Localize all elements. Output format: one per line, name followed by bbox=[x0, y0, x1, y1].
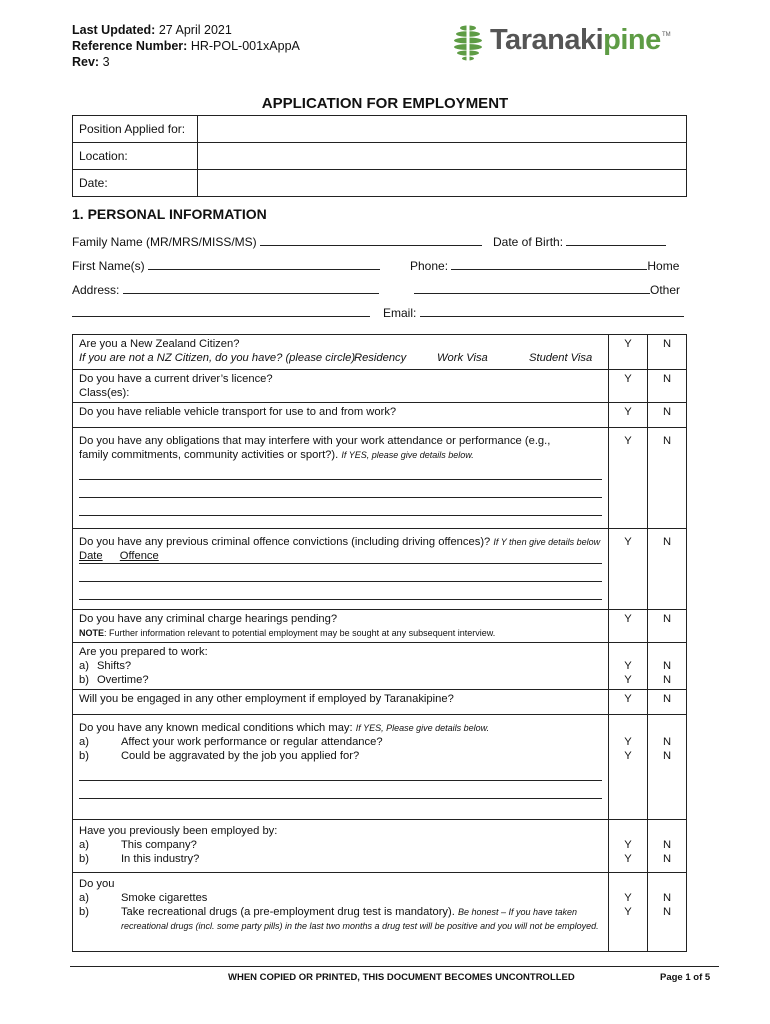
address-label: Address: bbox=[72, 283, 123, 297]
question-row-medical: Do you have any known medical conditions which may: If YES, Please give details below. a) Affect your work performance or regular attendance? b) Could be aggravated by the job you applied for? Y Y N N bbox=[73, 715, 687, 820]
other-label: Other bbox=[650, 283, 681, 297]
phone-home-field[interactable] bbox=[451, 258, 647, 270]
q-overtime: Overtime? bbox=[96, 674, 149, 686]
q-obligations-note: If YES, please give details below. bbox=[341, 450, 474, 460]
family-name-field[interactable] bbox=[260, 234, 482, 246]
q-citizen-sub: If you are not a NZ Citizen, do you have? (please circle) bbox=[79, 352, 356, 364]
q-medical: Do you have any known medical conditions which may: bbox=[79, 722, 353, 734]
pine-tree-icon bbox=[450, 22, 486, 62]
no-option[interactable]: N bbox=[648, 610, 687, 643]
home-label: Home bbox=[647, 259, 680, 273]
no-option[interactable]: N bbox=[662, 853, 672, 865]
dob-row bbox=[493, 234, 666, 249]
no-option[interactable]: N bbox=[662, 906, 672, 918]
phone-other-field[interactable] bbox=[414, 282, 650, 294]
q-obligations: Do you have any obligations that may interfere with your work attendance or performance (e.g., family commitments, community activities or sport?). bbox=[79, 435, 551, 461]
details-line[interactable] bbox=[79, 498, 602, 516]
question-row-previous-employment: Have you previously been employed by: a) This company? b) In this industry? Y Y N N bbox=[73, 820, 687, 873]
trademark-mark: TM bbox=[662, 32, 671, 38]
note-text: : Further information relevant to potential employment may be sought at any subsequent interview. bbox=[104, 628, 496, 638]
reference-value: HR-POL-001xAppA bbox=[190, 39, 300, 53]
page-title: APPLICATION FOR EMPLOYMENT bbox=[261, 95, 509, 112]
no-option[interactable]: N bbox=[648, 690, 687, 715]
q-prepared: Are you prepared to work: bbox=[79, 646, 208, 658]
q-medical-a: Affect your work performance or regular attendance? bbox=[120, 736, 383, 748]
taranakipine-logo bbox=[450, 22, 670, 62]
rev-label: Rev: bbox=[72, 55, 100, 69]
option-work-visa[interactable]: Work Visa bbox=[437, 352, 488, 364]
last-updated-value: 27 April 2021 bbox=[158, 23, 232, 37]
q-medical-b: Could be aggravated by the job you applied for? bbox=[120, 750, 360, 762]
question-row-prepared: Are you prepared to work: a) Shifts? b) Overtime? Y Y N N bbox=[73, 643, 687, 690]
question-row-other-employment bbox=[73, 690, 687, 715]
location-label: Location: bbox=[73, 143, 198, 170]
reference-label: Reference Number: bbox=[72, 39, 188, 53]
question-row-citizen bbox=[73, 335, 687, 370]
q-other-employment: Will you be engaged in any other employment if employed by Taranakipine? bbox=[79, 693, 454, 705]
no-option[interactable]: N bbox=[662, 750, 672, 762]
q-licence: Do you have a current driver’s licence? bbox=[79, 373, 273, 385]
first-names-label: First Name(s) bbox=[72, 259, 148, 273]
rev-value: 3 bbox=[102, 55, 110, 69]
first-names-field[interactable] bbox=[148, 258, 380, 270]
no-option[interactable]: N bbox=[662, 839, 672, 851]
date-column-label: Date bbox=[79, 550, 103, 562]
question-row-convictions bbox=[73, 529, 687, 610]
phone-label: Phone: bbox=[410, 259, 452, 273]
yes-option[interactable]: Y bbox=[624, 736, 632, 748]
no-option[interactable]: N bbox=[648, 529, 687, 610]
family-name-label: Family Name (MR/MRS/MISS/MS) bbox=[72, 235, 261, 249]
no-option[interactable]: N bbox=[648, 370, 687, 403]
phone-home-row bbox=[410, 258, 679, 273]
question-row-hearings bbox=[73, 610, 687, 643]
yes-option[interactable]: Y bbox=[609, 529, 648, 610]
address-line-2-row bbox=[72, 305, 370, 320]
no-option[interactable]: N bbox=[648, 428, 687, 529]
last-updated-label: Last Updated: bbox=[72, 23, 156, 37]
q-shifts: Shifts? bbox=[96, 660, 132, 672]
yes-option[interactable]: Y bbox=[624, 906, 632, 918]
footer-divider bbox=[70, 966, 719, 967]
q-smoke: Smoke cigarettes bbox=[120, 892, 208, 904]
no-option[interactable]: N bbox=[648, 403, 687, 428]
address-field-2[interactable] bbox=[72, 305, 370, 317]
yes-option[interactable]: Y bbox=[609, 610, 648, 643]
option-residency[interactable]: Residency bbox=[354, 352, 407, 364]
first-names-row bbox=[72, 258, 380, 273]
details-line[interactable] bbox=[79, 781, 602, 799]
details-line[interactable] bbox=[79, 564, 602, 582]
details-line[interactable] bbox=[79, 582, 602, 600]
location-field[interactable] bbox=[198, 143, 687, 170]
dob-label: Date of Birth: bbox=[493, 235, 567, 249]
address-field-1[interactable] bbox=[123, 282, 379, 294]
date-field[interactable] bbox=[198, 170, 687, 197]
q-previous-employment: Have you previously been employed by: bbox=[79, 825, 278, 837]
q-convictions: Do you have any previous criminal offence convictions (including driving offences)? bbox=[79, 536, 491, 548]
note-label: NOTE bbox=[79, 628, 105, 638]
details-line[interactable] bbox=[79, 462, 602, 480]
section-heading-personal: 1. PERSONAL INFORMATION bbox=[72, 206, 267, 222]
question-row-transport bbox=[73, 403, 687, 428]
q-hearings: Do you have any criminal charge hearings pending? bbox=[79, 613, 338, 625]
uncontrolled-notice: WHEN COPIED OR PRINTED, THIS DOCUMENT BECOMES UNCONTROLLED bbox=[228, 972, 575, 983]
q-convictions-note: If Y then give details below bbox=[493, 537, 601, 547]
family-name-row bbox=[72, 234, 482, 249]
yes-option[interactable]: Y bbox=[624, 892, 632, 904]
position-table bbox=[72, 115, 687, 197]
no-option[interactable]: N bbox=[662, 674, 672, 686]
question-row-obligations bbox=[73, 428, 687, 529]
q-licence-class: Class(es): bbox=[79, 387, 130, 399]
page-number: Page 1 of 5 bbox=[660, 972, 711, 983]
address-row bbox=[72, 282, 379, 297]
yes-option[interactable]: Y bbox=[624, 674, 632, 686]
question-row-drugs: Do you a) Smoke cigarettes b) Take recreational drugs (a pre-employment drug test is mandatory). Be honest – If you have taken recreational drugs (incl. some party pills) in the last two months a drug test will be positive and you will not be employed. Y Y N N bbox=[73, 873, 687, 952]
q-this-company: This company? bbox=[120, 839, 197, 851]
logo-wordmark: Taranakipine bbox=[490, 24, 661, 56]
details-line[interactable] bbox=[79, 763, 602, 781]
yes-option[interactable]: Y bbox=[609, 335, 648, 370]
email-field[interactable] bbox=[420, 305, 684, 317]
dob-field[interactable] bbox=[566, 234, 666, 246]
yes-option[interactable]: Y bbox=[624, 750, 632, 762]
yes-option[interactable]: Y bbox=[624, 660, 632, 672]
no-option[interactable]: N bbox=[662, 736, 672, 748]
yes-option[interactable]: Y bbox=[609, 690, 648, 715]
q-drugs-note: Be honest – If you have taken recreational drugs (incl. some party pills) in the last two months a drug test will be positive and you will not be employed. bbox=[120, 907, 599, 931]
yes-option[interactable]: Y bbox=[609, 403, 648, 428]
no-option[interactable]: N bbox=[648, 335, 687, 370]
email-label: Email: bbox=[383, 306, 420, 320]
position-label: Position Applied for: bbox=[73, 116, 198, 143]
document-meta bbox=[72, 22, 300, 70]
q-drugs: Take recreational drugs (a pre-employment drug test is mandatory). bbox=[120, 906, 455, 918]
date-label: Date: bbox=[73, 170, 198, 197]
position-field[interactable] bbox=[198, 116, 687, 143]
q-transport: Do you have reliable vehicle transport for use to and from work? bbox=[79, 406, 397, 418]
no-option[interactable]: N bbox=[662, 892, 672, 904]
yes-option[interactable]: Y bbox=[609, 428, 648, 529]
offence-column-label: Offence bbox=[119, 550, 159, 562]
yes-option[interactable]: Y bbox=[624, 839, 632, 851]
phone-other-row bbox=[414, 282, 680, 297]
q-medical-note: If YES, Please give details below. bbox=[355, 723, 490, 733]
q-do-you: Do you bbox=[79, 878, 115, 890]
q-citizen: Are you a New Zealand Citizen? bbox=[79, 338, 240, 350]
yes-option[interactable]: Y bbox=[624, 853, 632, 865]
details-line[interactable] bbox=[79, 480, 602, 498]
yes-option[interactable]: Y bbox=[609, 370, 648, 403]
option-student-visa[interactable]: Student Visa bbox=[529, 352, 593, 364]
question-row-licence bbox=[73, 370, 687, 403]
questions-table bbox=[72, 334, 687, 952]
email-row bbox=[383, 305, 684, 320]
q-this-industry: In this industry? bbox=[120, 853, 200, 865]
no-option[interactable]: N bbox=[662, 660, 672, 672]
